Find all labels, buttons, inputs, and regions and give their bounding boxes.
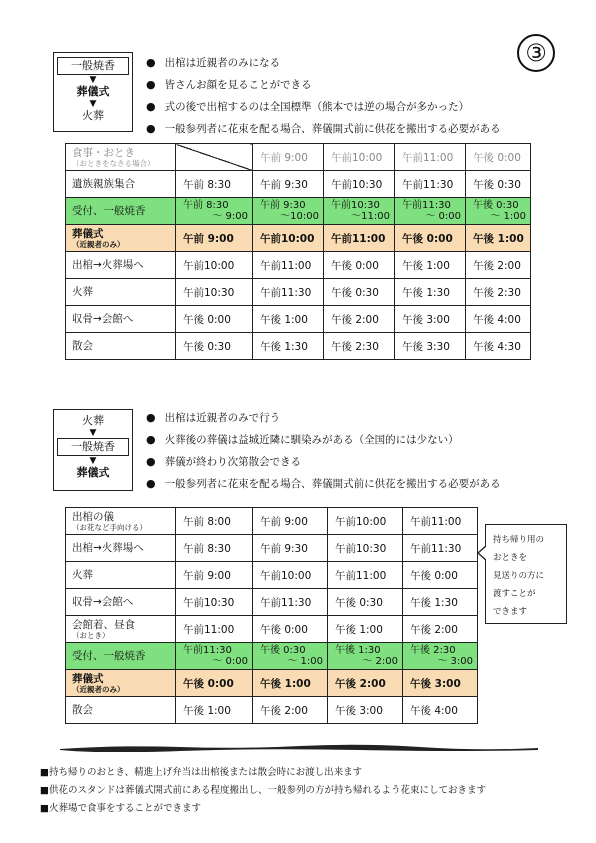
row-label-text: 散会 <box>72 704 93 716</box>
time-cell: 午前11:00 <box>324 225 395 252</box>
time-cell <box>324 198 395 225</box>
time-start: 午後 0:30 <box>260 645 306 656</box>
time-cell: 午前11:00 <box>176 616 253 643</box>
time-cell <box>328 643 403 670</box>
header-cell: 午後 0:00 <box>466 144 531 171</box>
row-label <box>66 306 176 333</box>
time-range <box>183 200 252 222</box>
row-label-sub: （お花など手向ける） <box>72 522 147 532</box>
table-header-row <box>66 144 531 171</box>
time-end: 〜 9:00 <box>212 211 248 222</box>
time-cell: 午後 3:30 <box>395 333 466 360</box>
note-line: 持ち帰り用の <box>493 535 545 545</box>
time-cell: 午後 0:00 <box>253 616 328 643</box>
row-label <box>66 225 176 252</box>
time-cell: 午後 4:00 <box>466 306 531 333</box>
footer-note: ■火葬場で食事をすることができます <box>40 803 201 814</box>
row-label <box>66 697 176 724</box>
bullet-item: ● 一般参列者に花束を配る場合、葬儀開式前に供花を搬出する必要がある <box>146 118 501 140</box>
flow-diagram-2 <box>53 409 133 491</box>
time-cell: 午前 8:00 <box>176 508 253 535</box>
time-cell: 午前11:00 <box>403 508 478 535</box>
header-cell: 午前11:00 <box>395 144 466 171</box>
time-cell: 午後 0:30 <box>466 171 531 198</box>
down-arrow-icon: ▼ <box>89 428 97 438</box>
time-end: 〜 2:00 <box>362 656 398 667</box>
time-cell <box>176 643 253 670</box>
time-end: 〜 1:00 <box>490 211 526 222</box>
row-label-text: 出棺→火葬場へ <box>72 259 144 271</box>
time-end: 〜 1:00 <box>287 656 323 667</box>
time-range <box>331 200 394 222</box>
down-arrow-icon: ▼ <box>89 99 97 109</box>
time-cell: 午前10:00 <box>253 225 324 252</box>
table-row <box>66 670 478 697</box>
row-label-text: 火葬 <box>72 569 93 581</box>
row-label-text: 収骨→会館へ <box>72 313 134 325</box>
time-cell: 午前10:00 <box>328 508 403 535</box>
time-start: 午前 8:30 <box>183 200 229 211</box>
time-cell: 午後 1:30 <box>395 279 466 306</box>
flow-step: 火葬 <box>82 414 104 427</box>
row-label <box>66 670 176 697</box>
time-cell: 午後 2:00 <box>324 306 395 333</box>
table-row <box>66 225 531 252</box>
table-row <box>66 589 478 616</box>
header-cell: 午前10:00 <box>324 144 395 171</box>
row-label <box>66 643 176 670</box>
time-cell: 午後 4:00 <box>403 697 478 724</box>
schedule-table-1 <box>65 143 531 360</box>
time-cell: 午後 2:30 <box>324 333 395 360</box>
row-label-text: 出棺の儀 <box>72 510 114 523</box>
row-label <box>66 562 176 589</box>
time-cell: 午後 2:00 <box>253 697 328 724</box>
table-row <box>66 643 478 670</box>
time-cell: 午後 0:30 <box>324 279 395 306</box>
time-end: 〜 0:00 <box>212 656 248 667</box>
time-cell: 午後 2:00 <box>403 616 478 643</box>
row-label <box>66 616 176 643</box>
bullet-list-1 <box>146 52 501 140</box>
time-cell: 午後 0:30 <box>176 333 253 360</box>
time-cell: 午前10:30 <box>324 171 395 198</box>
time-end: 〜10:00 <box>280 211 319 222</box>
time-cell: 午後 3:00 <box>403 670 478 697</box>
bullet-item: ● 式の後で出棺するのは全国標準（熊本では逆の場合が多かった） <box>146 96 501 118</box>
time-cell <box>253 198 324 225</box>
note-line: 渡すことが <box>493 589 536 599</box>
time-cell: 午後 0:00 <box>403 562 478 589</box>
time-cell: 午前 9:00 <box>176 562 253 589</box>
time-cell: 午前 8:30 <box>176 535 253 562</box>
time-cell: 午前 9:30 <box>253 535 328 562</box>
time-start: 午前10:30 <box>331 200 380 211</box>
time-cell <box>395 198 466 225</box>
time-cell: 午後 1:00 <box>253 670 328 697</box>
time-range <box>473 200 530 222</box>
time-start: 午前11:30 <box>402 200 451 211</box>
row-label <box>66 589 176 616</box>
time-cell: 午前11:00 <box>253 252 324 279</box>
row-label-sub: （近親者のみ） <box>72 684 125 694</box>
time-cell: 午後 0:30 <box>328 589 403 616</box>
time-cell: 午後 0:00 <box>176 670 253 697</box>
row-label <box>66 252 176 279</box>
row-label <box>66 535 176 562</box>
time-cell: 午後 0:00 <box>395 225 466 252</box>
time-cell: 午後 2:00 <box>466 252 531 279</box>
time-cell: 午前 8:30 <box>176 171 253 198</box>
time-range <box>260 200 323 222</box>
table-row <box>66 333 531 360</box>
flow-step: 火葬 <box>82 109 104 122</box>
table-row <box>66 697 478 724</box>
footer-note: ■供花のスタンドは葬儀式開式前にある程度搬出し、一般参列の方が持ち帰れるよう花束にしておきます <box>40 785 486 796</box>
table-row <box>66 535 478 562</box>
table-row <box>66 279 531 306</box>
row-label-text: 火葬 <box>72 286 93 298</box>
note-callout <box>485 524 567 624</box>
flow-step: 葬儀式 <box>76 466 110 479</box>
time-cell: 午後 2:00 <box>328 670 403 697</box>
time-cell <box>403 643 478 670</box>
time-cell: 午前10:00 <box>253 562 328 589</box>
time-cell: 午前11:30 <box>253 279 324 306</box>
corner-label: 食事・おとき <box>72 146 135 159</box>
corner-cell <box>66 144 176 171</box>
row-label-text: 葬儀式 <box>72 672 104 685</box>
row-label-text: 受付、一般焼香 <box>72 650 146 662</box>
brush-divider <box>60 744 538 752</box>
note-line: できます <box>493 607 528 617</box>
time-cell: 午後 1:30 <box>403 589 478 616</box>
time-range <box>183 645 252 667</box>
time-cell: 午後 1:00 <box>466 225 531 252</box>
time-cell: 午前10:30 <box>328 535 403 562</box>
down-arrow-icon: ▼ <box>89 75 97 85</box>
table-row <box>66 306 531 333</box>
time-cell: 午前 9:00 <box>253 508 328 535</box>
row-label <box>66 279 176 306</box>
time-start: 午後 0:30 <box>473 200 519 211</box>
time-cell: 午前10:30 <box>176 589 253 616</box>
flow-diagram-1 <box>53 52 133 132</box>
time-end: 〜 3:00 <box>437 656 473 667</box>
page-number-badge: ③ <box>517 34 555 72</box>
row-label-sub: （近親者のみ） <box>72 239 125 249</box>
time-end: 〜11:00 <box>351 211 390 222</box>
note-line: 見送りの方に <box>493 571 545 581</box>
row-label-text: 会館着、昼食 <box>72 618 135 631</box>
down-arrow-icon: ▼ <box>89 456 97 466</box>
time-cell: 午前11:00 <box>328 562 403 589</box>
row-label-text: 収骨→会館へ <box>72 596 134 608</box>
time-cell: 午前10:30 <box>176 279 253 306</box>
time-cell: 午後 1:00 <box>328 616 403 643</box>
table-row <box>66 562 478 589</box>
time-cell: 午後 2:30 <box>466 279 531 306</box>
row-label-text: 受付、一般焼香 <box>72 205 146 217</box>
table-row <box>66 508 478 535</box>
time-range <box>402 200 465 222</box>
flow-step: 葬儀式 <box>76 85 110 98</box>
time-end: 〜 0:00 <box>425 211 461 222</box>
flow-step: 一般焼香 <box>57 438 129 456</box>
bullet-item: ● 葬儀が終わり次第散会できる <box>146 451 501 473</box>
time-cell: 午後 0:00 <box>176 306 253 333</box>
row-label <box>66 198 176 225</box>
time-cell: 午後 1:00 <box>395 252 466 279</box>
time-cell: 午後 1:00 <box>176 697 253 724</box>
time-start: 午後 1:30 <box>335 645 381 656</box>
header-cell: 午前 9:00 <box>253 144 324 171</box>
time-cell: 午前 9:30 <box>253 171 324 198</box>
footer-notes <box>40 764 486 818</box>
row-label <box>66 171 176 198</box>
schedule-table-2 <box>65 507 478 724</box>
table-row <box>66 252 531 279</box>
time-cell: 午後 3:00 <box>395 306 466 333</box>
table-row <box>66 616 478 643</box>
row-label <box>66 508 176 535</box>
time-cell: 午後 1:30 <box>253 333 324 360</box>
time-cell: 午前10:00 <box>176 252 253 279</box>
time-cell: 午後 3:00 <box>328 697 403 724</box>
time-cell: 午後 4:30 <box>466 333 531 360</box>
time-cell: 午前11:30 <box>403 535 478 562</box>
row-label-text: 葬儀式 <box>72 227 104 240</box>
time-start: 午前11:30 <box>183 645 232 656</box>
time-cell: 午後 1:00 <box>253 306 324 333</box>
bullet-item: ● 火葬後の葬儀は益城近隣に馴染みがある（全国的には少ない） <box>146 429 501 451</box>
flow-step: 一般焼香 <box>57 57 129 75</box>
bullet-item: ● 一般参列者に花束を配る場合、葬儀開式前に供花を搬出する必要がある <box>146 473 501 495</box>
corner-sub: （おときをなさる場合） <box>72 158 155 168</box>
bullet-item: ● 出棺は近親者のみになる <box>146 52 501 74</box>
time-cell <box>253 643 328 670</box>
time-cell <box>466 198 531 225</box>
time-cell: 午後 0:00 <box>324 252 395 279</box>
time-cell: 午前11:30 <box>395 171 466 198</box>
time-start: 午前 9:30 <box>260 200 306 211</box>
time-range <box>260 645 327 667</box>
bullet-list-2 <box>146 407 501 495</box>
time-cell: 午前 9:00 <box>176 225 253 252</box>
time-cell <box>176 198 253 225</box>
row-label-text: 遺族親族集合 <box>72 178 135 190</box>
diagonal-empty-cell <box>176 144 253 171</box>
row-label-text: 出棺→火葬場へ <box>72 542 144 554</box>
table-row <box>66 198 531 225</box>
bullet-item: ● 皆さんお顔を見ることができる <box>146 74 501 96</box>
row-label <box>66 333 176 360</box>
time-range <box>335 645 402 667</box>
table-row <box>66 171 531 198</box>
bullet-item: ● 出棺は近親者のみで行う <box>146 407 501 429</box>
row-label-sub: （おとき） <box>72 630 110 640</box>
time-start: 午後 2:30 <box>410 645 456 656</box>
row-label-text: 散会 <box>72 340 93 352</box>
note-line: おときを <box>493 553 528 563</box>
footer-note: ■持ち帰りのおとき、精進上げ弁当は出棺後または散会時にお渡し出来ます <box>40 767 363 778</box>
time-cell: 午前11:30 <box>253 589 328 616</box>
time-range <box>410 645 477 667</box>
